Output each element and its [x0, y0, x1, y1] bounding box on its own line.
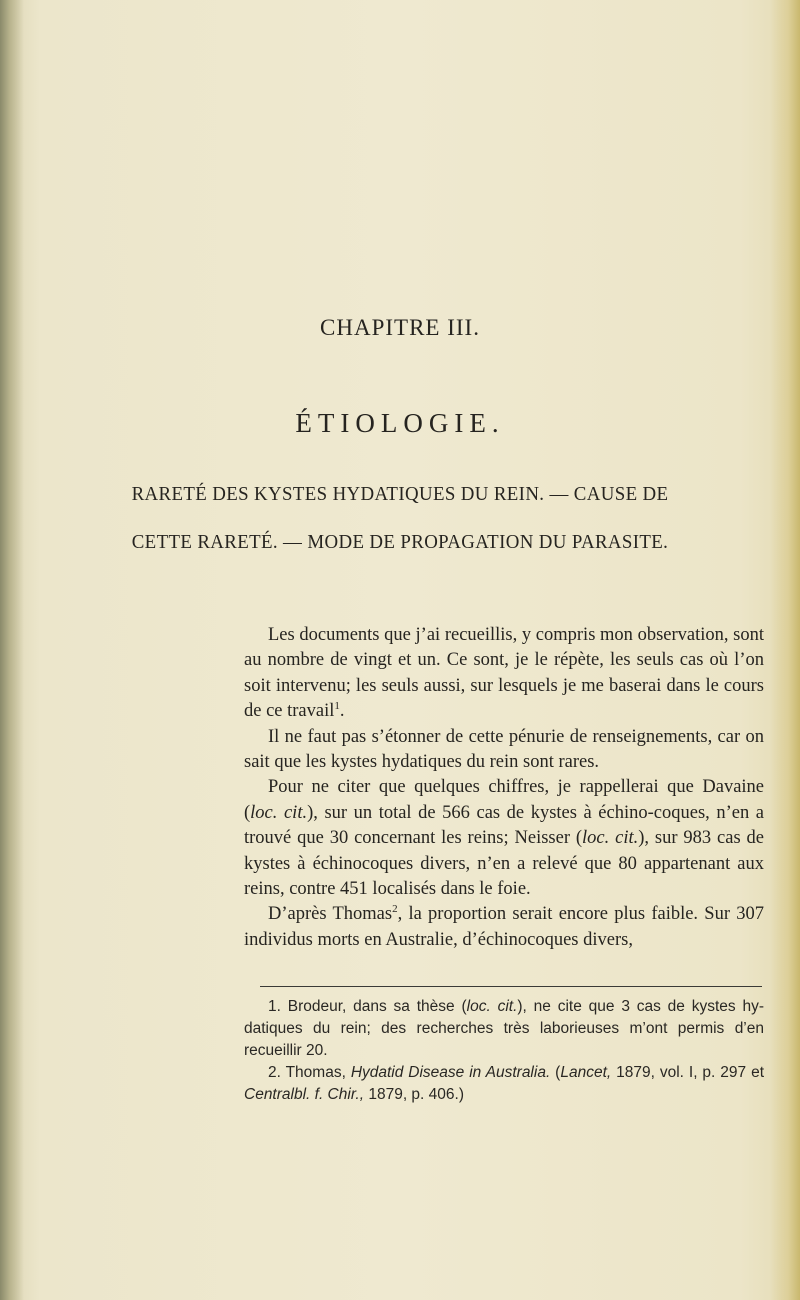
paragraph-3-text-b: ), sur un total de 566 cas de kystes à échino-coques, n’en a trouvé que 30 concernant les reins; Neisser ( [244, 802, 765, 849]
footnote-2-text-b: ( [550, 1064, 561, 1081]
footnote-1-citation: loc. cit. [466, 998, 518, 1015]
footnote-2-text-a: 2. Thomas, [268, 1064, 351, 1081]
paragraph-4-text-b: , la proportion serait encore plus faible. Sur 307 individus morts en Australie, d’échinocoques divers, [244, 904, 764, 950]
footnote-2-text-d: 1879, p. 406.) [364, 1086, 464, 1103]
paragraph-4 [244, 902, 764, 953]
footnote-2-title: Hydatid Disease in Australia. [350, 1064, 551, 1081]
footnote-1-text-a: 1. Brodeur, dans sa thèse ( [268, 998, 467, 1015]
paragraph-4-text-a: D’après Thomas [268, 904, 393, 925]
footnote-2-journal-2: Centralbl. f. Chir., [244, 1086, 365, 1103]
subtitle-line-2: CETTE RARETÉ. — MODE DE PROPAGATION DU PARASITE. [131, 531, 669, 553]
footnote-divider [260, 986, 762, 987]
paragraph-1-text: Les documents que j’ai recueillis, y compris mon observation, sont au nombre de vingt et un. Ce sont, je le répète, les seuls cas où l’on soit intervenu; les seuls aussi, sur lesquels je me baserai dans le cours de ce travail [244, 625, 764, 722]
footnote-ref-2: 2 [392, 903, 398, 916]
footnote-2-text-c: 1879, vol. I, p. 297 et [611, 1064, 765, 1081]
chapter-heading: CHAPITRE III. [320, 315, 480, 340]
paragraph-3-text-a: Pour ne citer que quelques chiffres, je rappellerai que Davaine ( [244, 777, 764, 823]
citation-neisser: loc. cit. [582, 828, 639, 849]
page-right-edge-stain [770, 0, 800, 1300]
footnote-2 [244, 1062, 764, 1106]
subtitle-line-1: RARETÉ DES KYSTES HYDATIQUES DU REIN. — CAUSE DE [131, 483, 669, 505]
paragraph-3-text-c: ), sur 983 cas de kystes à échinocoques divers, n’en a relevé que 80 appartenant aux reins, contre 451 localisés dans le foie. [244, 828, 764, 900]
footnote-2-journal: Lancet, [560, 1064, 612, 1081]
footnotes [244, 996, 764, 1106]
footnote-1-text-b: ), ne cite que 3 cas de kystes hy-datiques du rein; des recherches très laborieuses m’ont permis d’en recueillir 20. [244, 998, 764, 1059]
footnote-1 [244, 996, 764, 1062]
paragraph-3 [244, 775, 764, 902]
chapter-title: ÉTIOLOGIE. [295, 408, 505, 438]
body-text [244, 623, 764, 953]
page-left-edge-shadow [0, 0, 24, 1300]
paragraph-2: Il ne faut pas s’étonner de cette pénurie de renseignements, car on sait que les kystes hydatiques du rein sont rares. [244, 726, 764, 773]
citation-davaine: loc. cit. [250, 802, 308, 823]
footnote-ref-1: 1 [334, 700, 340, 713]
paragraph-1 [244, 623, 764, 725]
paragraph-1-end: . [339, 701, 345, 722]
